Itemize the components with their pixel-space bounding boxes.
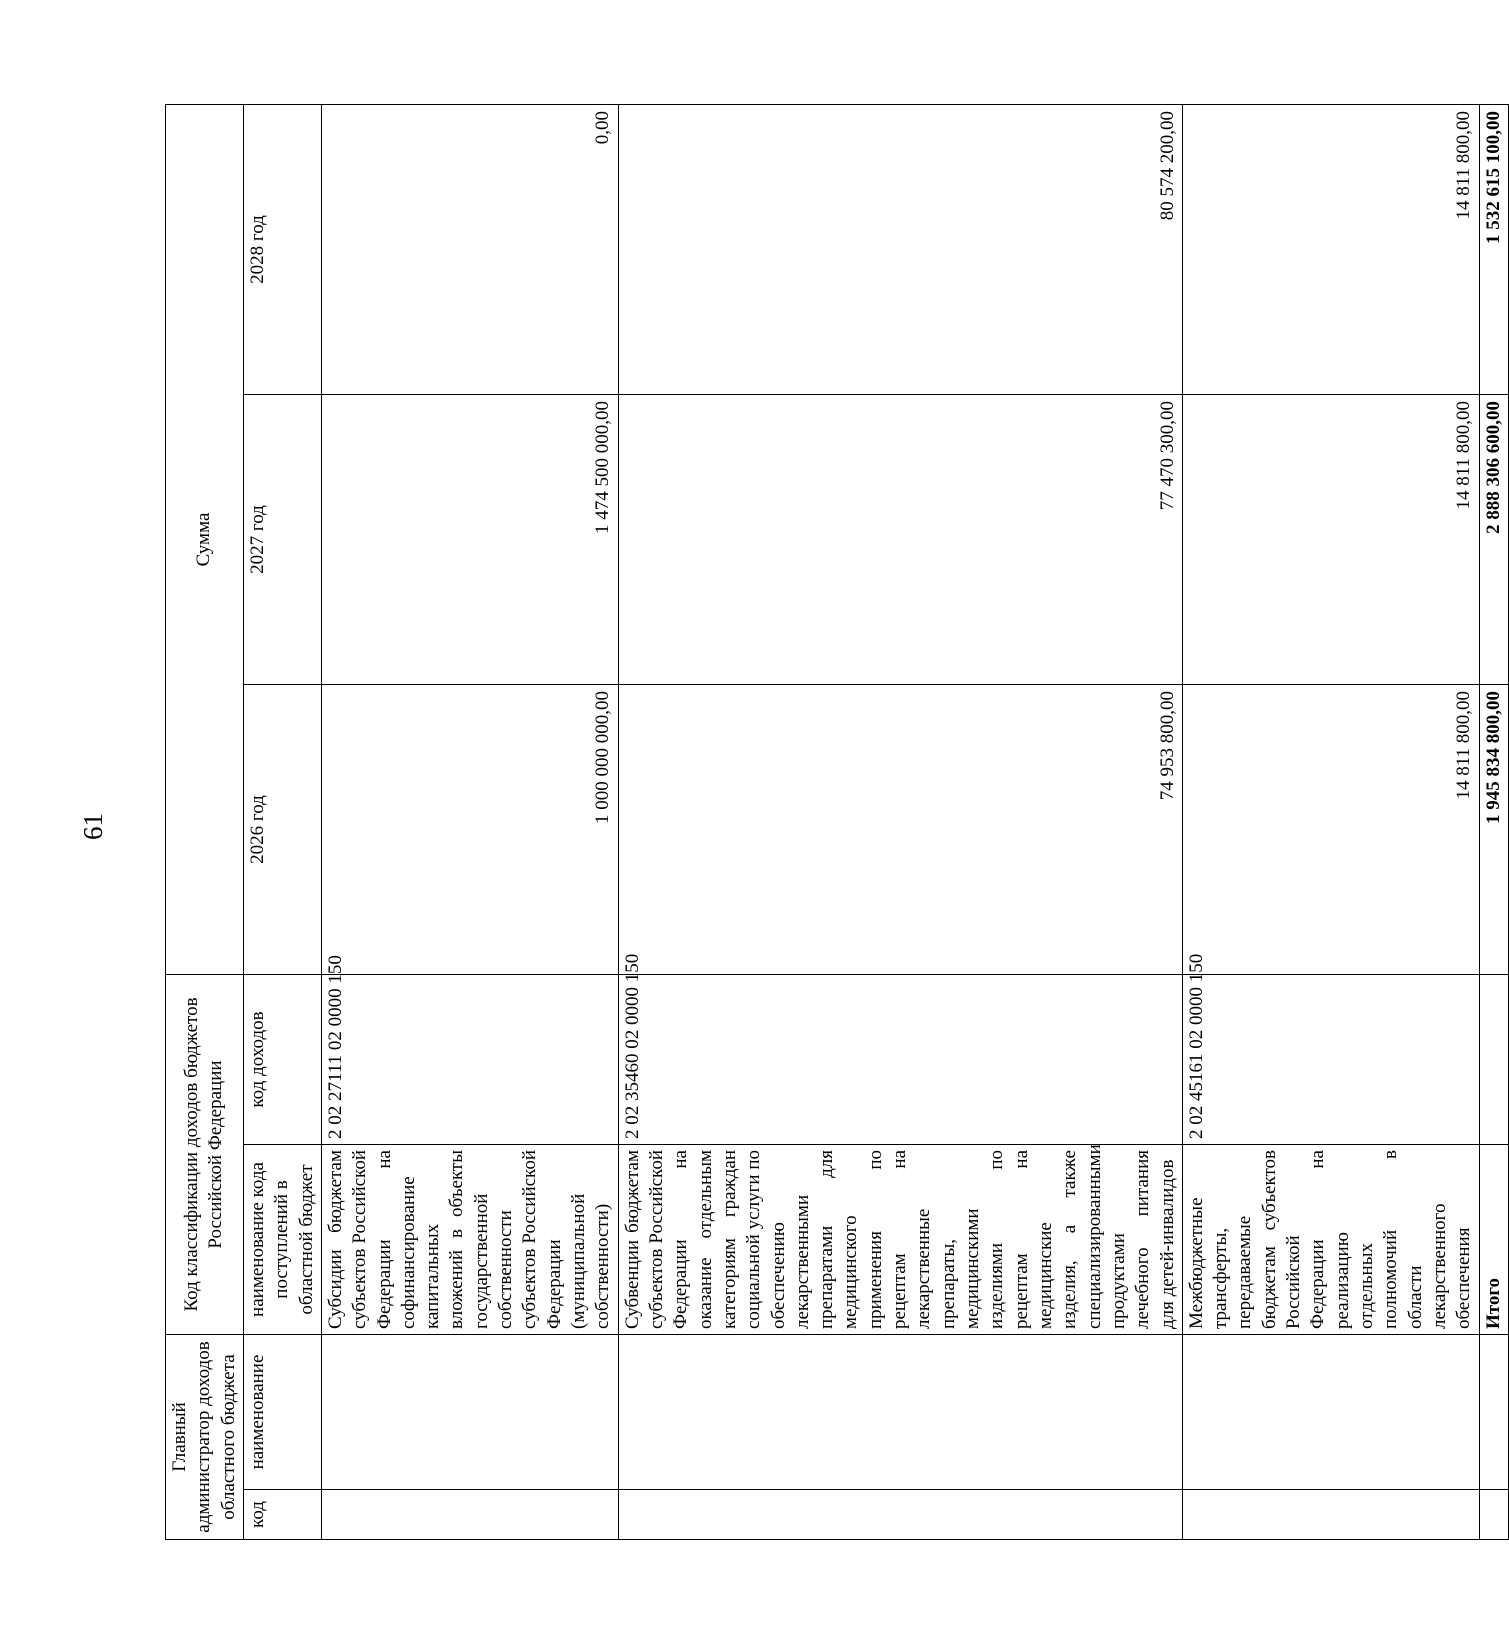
col-code-header: код <box>243 1490 321 1540</box>
page-number: 61 <box>78 813 108 840</box>
row-income-code: 2 02 27111 02 0000 150 <box>321 975 618 1145</box>
row-code <box>618 1490 1182 1540</box>
total-2026: 1 945 834 800,00 <box>1479 685 1508 975</box>
col-2028-header: 2028 год <box>243 104 321 394</box>
row-income-code: 2 02 45161 02 0000 150 <box>1182 975 1479 1145</box>
row-name <box>1182 1335 1479 1490</box>
total-2028: 1 532 615 100,00 <box>1479 104 1508 394</box>
row-name <box>618 1335 1182 1490</box>
col-name-header: наименование <box>243 1335 321 1490</box>
row-2026: 14 811 800,00 <box>1182 685 1479 975</box>
header-row-2 <box>243 104 321 1539</box>
row-2028: 14 811 800,00 <box>1182 104 1479 394</box>
row-code <box>321 1490 618 1540</box>
sum-group-header: Сумма <box>166 104 244 974</box>
col-income-name-header: наименование кода поступлений в областной бюджет <box>243 1145 321 1335</box>
row-income-name: Межбюджетные трансферты, передаваемые бюджетам субъектов Российской Федерации на реализацию отдельных полномочий в области лекарственного обеспечения <box>1182 1145 1479 1335</box>
row-name <box>321 1335 618 1490</box>
row-2026: 74 953 800,00 <box>618 685 1182 975</box>
col-2027-header: 2027 год <box>243 395 321 685</box>
table-row <box>1182 104 1479 1539</box>
table-row <box>618 104 1182 1539</box>
total-label: Итого <box>1479 1145 1508 1335</box>
row-2026: 1 000 000 000,00 <box>321 685 618 975</box>
income-table <box>165 104 1509 1540</box>
row-2027: 1 474 500 000,00 <box>321 395 618 685</box>
total-row <box>1479 104 1508 1539</box>
table-row <box>321 104 618 1539</box>
admin-group-header: Главный администратор доходов областного бюджета <box>166 1335 244 1540</box>
row-2028: 0,00 <box>321 104 618 394</box>
row-income-name: Субсидии бюджетам субъектов Российской Федерации на софинансирование капитальных вложений в объекты государственной собственности субъектов Российской Федерации (муниципальной собственности) <box>321 1145 618 1335</box>
row-income-code: 2 02 35460 02 0000 150 <box>618 975 1182 1145</box>
row-2028: 80 574 200,00 <box>618 104 1182 394</box>
row-2027: 77 470 300,00 <box>618 395 1182 685</box>
row-income-name: Субвенции бюджетам субъектов Российской Федерации на оказание отдельным категориям граждан социальной услуги по обеспечению лекарственными препаратами для медицинского применения по рецептам на лекарственные препараты, медицинскими изделиями по рецептам на медицинские изделия, а также специализированными продуктами лечебного питания для детей-инвалидов <box>618 1145 1182 1335</box>
col-2026-header: 2026 год <box>243 685 321 975</box>
row-code <box>1182 1490 1479 1540</box>
col-income-code-header: код доходов <box>243 975 321 1145</box>
row-2027: 14 811 800,00 <box>1182 395 1479 685</box>
header-row-1 <box>166 104 244 1539</box>
class-group-header: Код классификации доходов бюджетов Российской Федерации <box>166 975 244 1335</box>
rotated-table-container <box>165 105 1504 1540</box>
total-2027: 2 888 306 600,00 <box>1479 395 1508 685</box>
